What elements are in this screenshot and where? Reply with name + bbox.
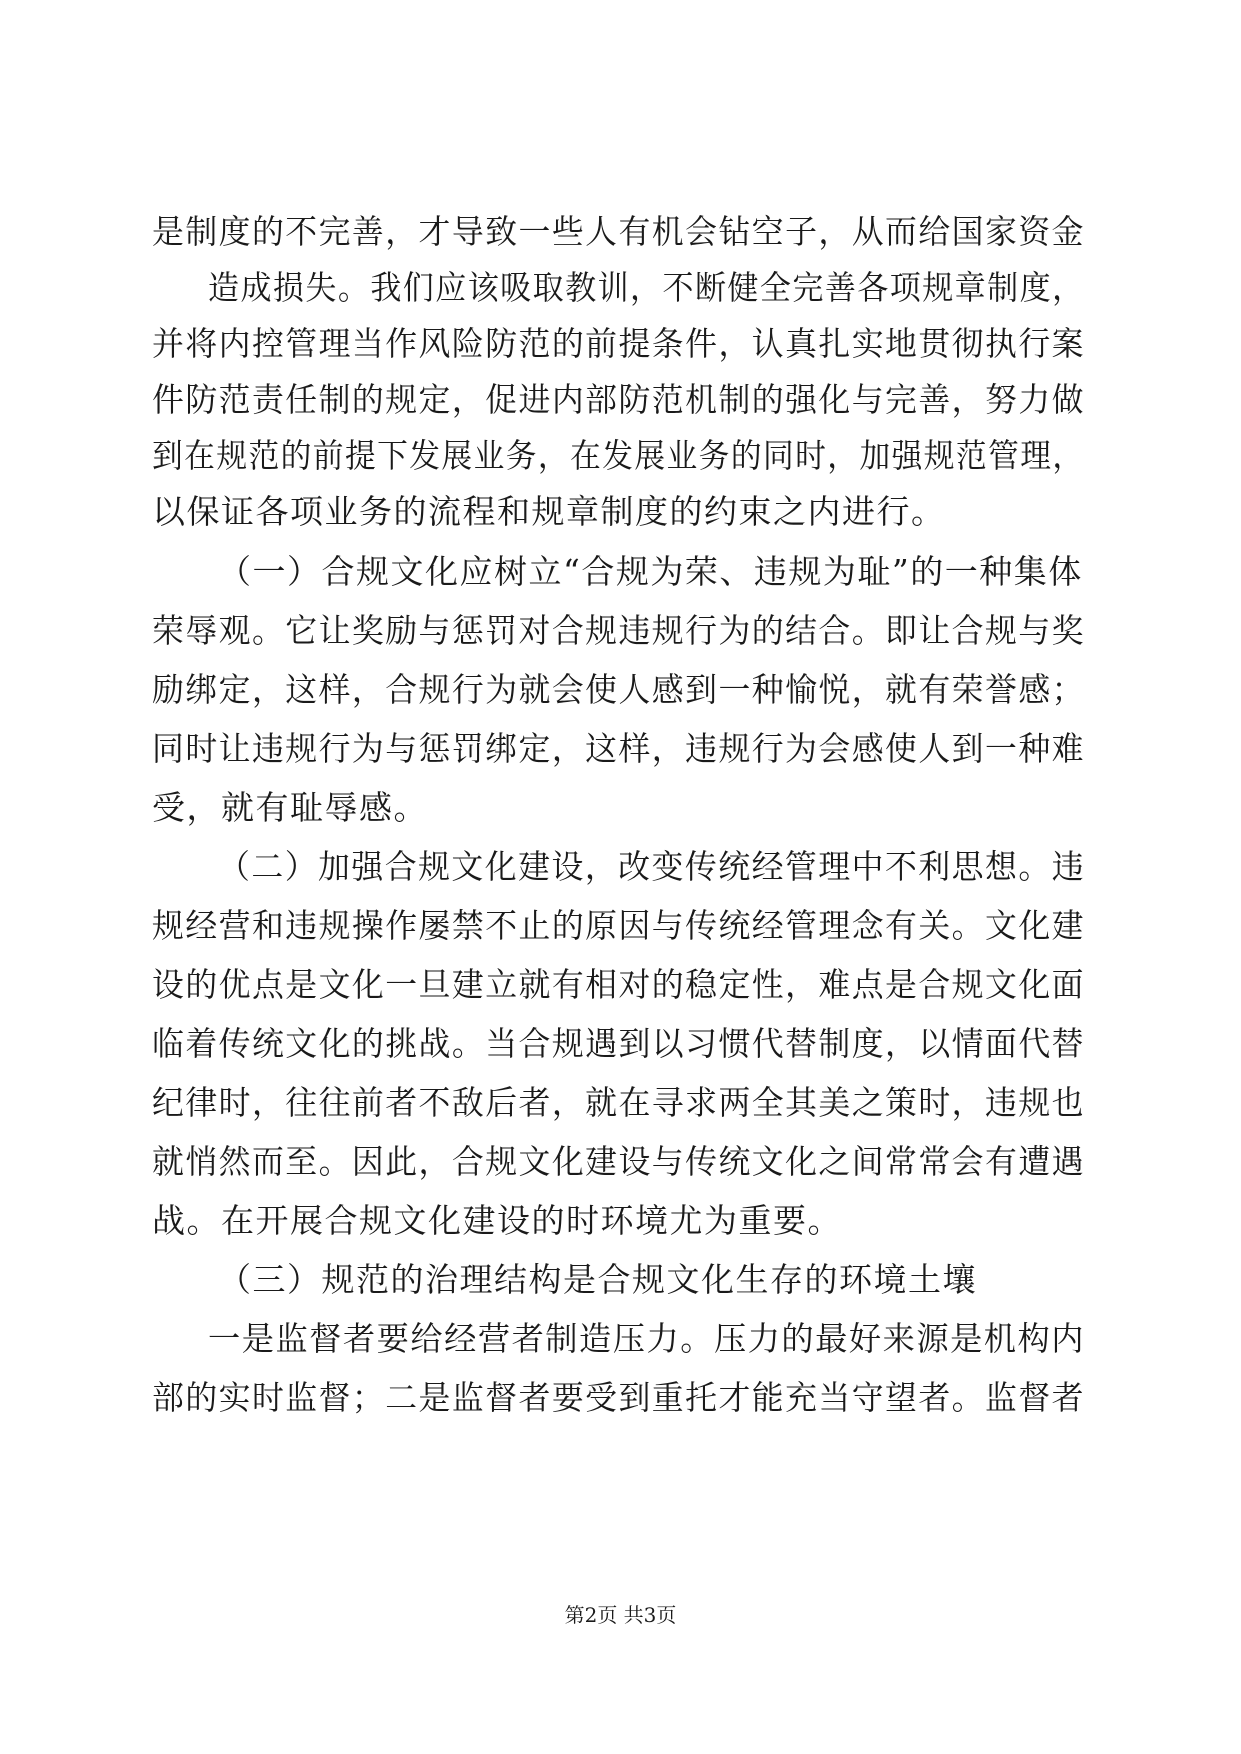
paragraph-line: 并将内控管理当作风险防范的前提条件，认真扎实地贯彻执行案 [152, 324, 1085, 363]
paragraph-line: 规经营和违规操作屡禁不止的原因与传统经管理念有关。文化建 [152, 906, 1085, 945]
paragraph-line: （一）合规文化应树立“合规为荣、违规为耻”的一种集体 [218, 552, 1083, 591]
paragraph-line: 是制度的不完善，才导致一些人有机会钻空子，从而给国家资金 [152, 212, 1085, 251]
paragraph-line: 设的优点是文化一旦建立就有相对的稳定性，难点是合规文化面 [152, 965, 1085, 1004]
paragraph-line: 以保证各项业务的流程和规章制度的约束之内进行。 [152, 492, 946, 531]
paragraph-line: 励绑定，这样，合规行为就会使人感到一种愉悦，就有荣誉感； [152, 670, 1085, 709]
paragraph-line: 到在规范的前提下发展业务，在发展业务的同时，加强规范管理， [152, 436, 1085, 475]
paragraph-line: 造成损失。我们应该吸取教训，不断健全完善各项规章制度， [208, 268, 1085, 307]
page-number-footer: 第2页 共3页 [564, 1603, 677, 1627]
paragraph-line: 受，就有耻辱感。 [152, 788, 428, 827]
paragraph-line: 同时让违规行为与惩罚绑定，这样，违规行为会感使人到一种难 [152, 729, 1085, 768]
paragraph-line: 一是监督者要给经营者制造压力。压力的最好来源是机构内 [208, 1319, 1085, 1358]
paragraph-line: 临着传统文化的挑战。当合规遇到以习惯代替制度，以情面代替 [152, 1024, 1085, 1063]
paragraph-line: 件防范责任制的规定，促进内部防范机制的强化与完善，努力做 [152, 380, 1085, 419]
paragraph-line: 部的实时监督；二是监督者要受到重托才能充当守望者。监督者 [152, 1378, 1085, 1417]
paragraph-line: 战。在开展合规文化建设的时环境尤为重要。 [152, 1201, 842, 1240]
section-heading: （三）规范的治理结构是合规文化生存的环境土壤 [218, 1260, 977, 1299]
paragraph-line: 荣辱观。它让奖励与惩罚对合规违规行为的结合。即让合规与奖 [152, 611, 1085, 650]
paragraph-line: （二）加强合规文化建设，改变传统经管理中不利思想。违 [218, 847, 1086, 886]
paragraph-line: 就悄然而至。因此，合规文化建设与传统文化之间常常会有遭遇 [152, 1142, 1085, 1181]
paragraph-line: 纪律时，往往前者不敌后者，就在寻求两全其美之策时，违规也 [152, 1083, 1085, 1122]
